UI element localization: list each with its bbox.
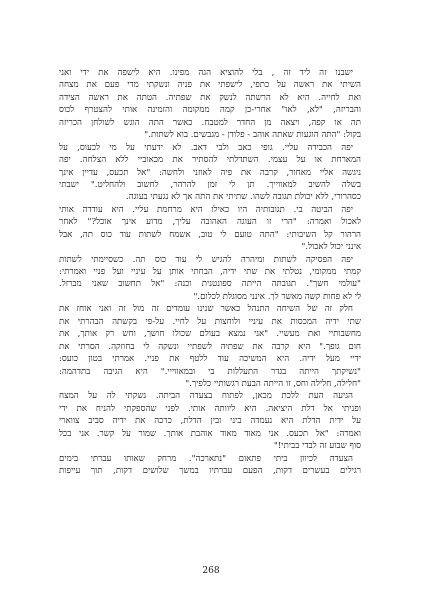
text-line: מחשבותיי ואת מעשיי. "אני נמצא בעולם שכולו חושך, וחש רק אותך, את xyxy=(59,329,361,340)
text-line: "נשיקתך הייתה בגדר התעללות בי ובמאווייי." היא הגיבה בתדהמה: xyxy=(59,366,361,377)
text-line: "עולמי חשך". תגובתה הייתה ספונטנית וכנה: "אל תחשוב שאני מברזל. xyxy=(59,279,361,290)
text-line: ופניתי אל דלת היציאה. היא ליוותה אותי. לפני שהספקתי להניח את ידי xyxy=(59,403,361,414)
text-line: יפה הכבידה עליי. גופי כאב ולבי דאב. לא ידעתי על מי לכעוס, על xyxy=(59,142,353,153)
text-line: תה או קפה, ויצאה מן החדר למטבח. כאשר התה הוגש לשולחן הכריזה xyxy=(59,117,361,128)
text-line: שתי ידיה המכסות את עיניי ולוחצות על לחיי. על-פי בקשתה הבהרתי את xyxy=(59,316,361,327)
text-line: בשלה להשיב למאווייך. תן לי זמן להרהר, לחשוב ולהחליט." ישבתי xyxy=(59,179,361,190)
text-line: לאכול ואמרה: "הרי זו העוגה האהובה עליך, מדוע אינך אוכל?" לאחר xyxy=(59,217,361,228)
text-line: הגיעה העת ללכת מכאן, לפתוח בצעדה הביתה. נשקתי לה על המצח xyxy=(59,391,353,402)
text-line: לי לא פחות קשה מאשר לך. אינני מסוגלת לכלום." xyxy=(193,291,361,302)
text-line: בקול: "התה הוגעות שאתה אוהב - פלודן - מגבשים. בוא לשתות." xyxy=(144,130,361,141)
text-line: חום גופך." היא קרבה את שפתיה לשפתיי ונשקה לי בחוזקה. הסרתי את xyxy=(59,341,361,352)
text-line: והבריזה, "לא, לאו" אחרי-כן קמה ממקומה והזמינה אותי להצטרף לכוס xyxy=(59,105,361,116)
text-line: השיתי את ראשה על כתפי, לישפתי את פניה ונשקתי מדי פעם את מצחה xyxy=(59,80,361,91)
text-line: יפה הביטה בי. תגובותיה היו כאילו היא מרחמת עליי. היא עודדה אותי xyxy=(59,204,353,215)
body-text xyxy=(59,67,361,477)
text-line: יפה הפסיקה לשתות ומיהרה להגיש לי עוד כוס תה. כשסיימתי לשתות xyxy=(59,254,353,265)
text-line: ואת לחייה. היא לא הרשתה לנשק את שפתיה. הטתה את ראשה הצידה xyxy=(59,92,361,103)
text-line: ידיי מעל ידיה. היא המשיכה עוד ללטף את פניי. אמרתי בטון כועס: xyxy=(59,354,361,365)
text-line: "חלילה, חלילה וחס, זו הייתה הבעת רגשותיי כלפיך." xyxy=(185,378,361,389)
text-line: ואמרה: "אל תכעס. אני מאוד מאוד אוהבת אותך. שמור על קשר. אני בכל xyxy=(59,428,361,439)
text-line: כסהרורי, ללא יכולת תגובה לשהו. שתיתי את התה אך לא נגעתי בעוגה. xyxy=(125,192,361,203)
text-line: ישבנו זה ליד זה , בלי להוציא הגה מפינו. היא לישפה את ידי ואני xyxy=(59,68,353,78)
text-line: רגילים בעשרים דקות, הפעם עברתיו במשך שלושים דקות, תוך עייפות xyxy=(59,466,361,476)
text-line: ניגשה אליי מאחור, קרבה את פיה לאוזני ולחשה: "אל תכעס, עדיין אינך xyxy=(59,167,361,178)
text-line: אינני יכול לאכול." xyxy=(301,242,361,253)
text-line: המארחת או על עצמי. השתדלתי להסתיר את מכאוביי ללא הצלחה. יפה xyxy=(59,155,361,166)
text-line: הצעדה לכיוון ביתי פתאום "נתארכה". מרחק שאותו עברתי בימים xyxy=(59,453,353,464)
page-number: 268 xyxy=(202,566,220,576)
text-line: סוף שבוע זה לבדי בביתי!" xyxy=(273,441,361,452)
text-line: קמתי ממקומי, נטלתי את שתי ידיה, הבחתי אותן על עיניי ועל פניי ואמרתי: xyxy=(59,267,361,277)
text-line: על ידית הדלת היא נעמדה ביני ובין הדלת, כרכה את ידיה סביב צווארי xyxy=(59,416,361,427)
text-line: הרהור קל השיבותי: "התה טועם לי טוב, אשמח לשתות עוד כוס תה, אבל xyxy=(59,229,361,240)
text-line: חלק זה של השיחה התנהל כאשר שנינו עומדים זה מול זה ואני אוחז את xyxy=(59,304,353,315)
